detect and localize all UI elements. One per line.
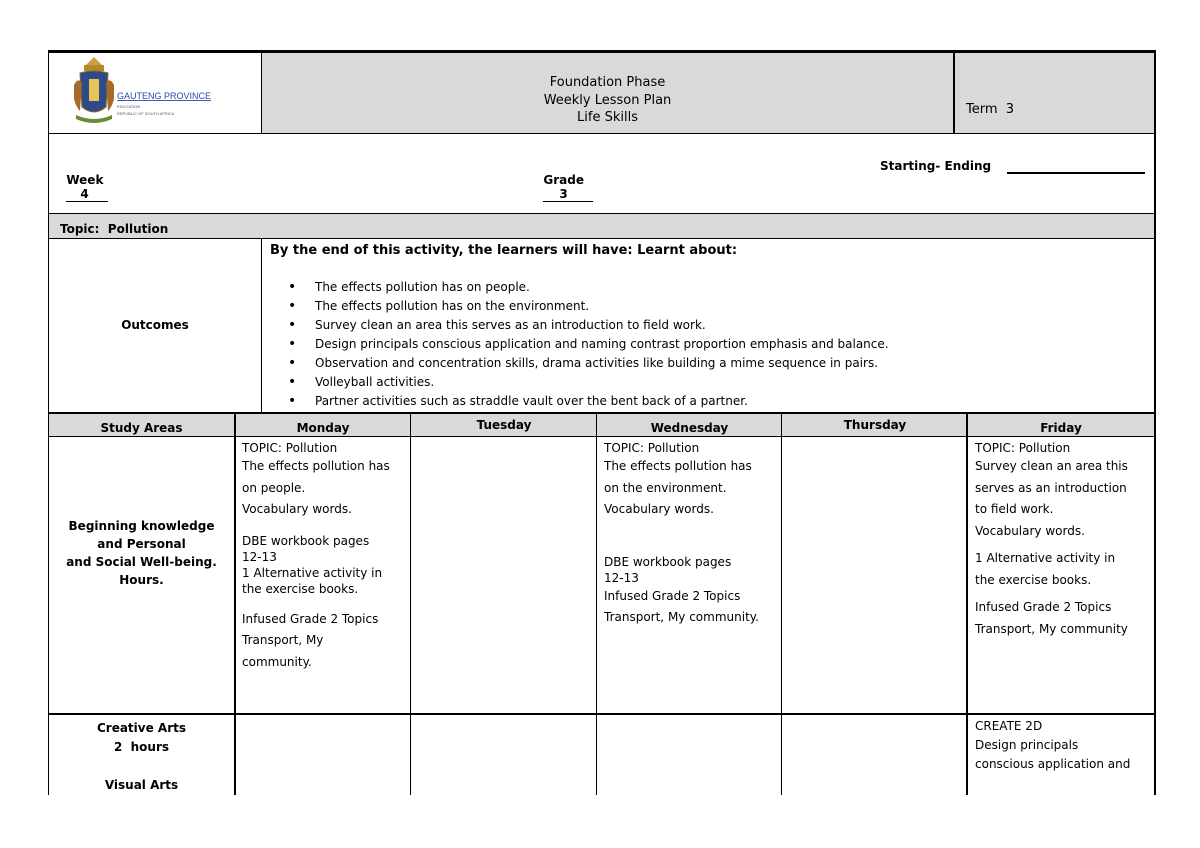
area-beginning-knowledge: Beginning knowledge and Personal and Social Well-being. Hours. [66,519,217,587]
header-monday: Monday [296,421,350,435]
outcome-item: • Survey clean an area this serves as an introduction to field work. [267,316,889,335]
outcome-item: • The effects pollution has on people. [267,278,889,297]
topic-bar [49,214,1154,238]
topic-label: Topic: Pollution [60,222,169,236]
header-thursday: Thursday [843,418,907,432]
dates-field [880,159,1145,174]
col-divider-3 [596,412,597,795]
logo-text: GAUTENG PROVINCE [117,91,212,101]
dates-blank [1007,160,1145,174]
svg-text:REPUBLIC OF SOUTH AFRICA: REPUBLIC OF SOUTH AFRICA [117,111,175,116]
outcome-item: • Observation and concentration skills, drama activities like building a mime sequence in pairs. [267,354,889,373]
col-divider-2 [410,412,411,795]
outcomes-label: Outcomes [121,318,189,332]
friday-cell: TOPIC: Pollution Survey clean an area this serves as an introduction to field work. Vocabulary words. 1 Alternative activity in the exercise books. Infused Grade 2 Topics Transport, My community [975,441,1128,636]
outcome-item: • Partner activities such as straddle vault over the bent back of a partner. [267,392,889,411]
topic-top-border [48,213,1156,214]
header-study-areas: Study Areas [100,421,183,435]
header-title [262,74,953,127]
header-divider-2 [953,50,955,133]
header-bottom-border [48,133,1156,134]
days-header-bottom-border [48,436,1156,437]
grade-label: Grade [543,173,584,187]
friday-creative-cell: CREATE 2D Design principals conscious application and [975,719,1131,771]
area-creative-arts: Creative Arts 2 hours Visual Arts [96,721,187,792]
topic-bottom-border [48,238,1156,239]
outcomes-heading: By the end of this activity, the learners will have: Learnt about: [270,243,738,258]
week-label: Week [66,173,104,187]
gauteng-logo [72,55,212,131]
col-divider-4 [781,412,782,795]
outcome-item: • The effects pollution has on the environment. [267,297,889,316]
right-border [1154,50,1156,795]
outcome-item: • Design principals conscious application and naming contrast proportion emphasis and balance. [267,335,889,354]
header-friday: Friday [1040,421,1082,435]
top-border [48,50,1156,53]
header-tuesday: Tuesday [476,418,532,432]
col-divider-5 [966,412,968,795]
title-line-3: Life Skills [577,110,638,125]
grade-field [535,159,593,202]
term-label: Term 3 [966,102,1015,117]
monday-cell: TOPIC: Pollution The effects pollution has on people. Vocabulary words. DBE workbook pages 12-13 1 Alternative activity in the exercise books. Infused Grade 2 Topics Transport, My community. [242,441,390,669]
wednesday-cell: TOPIC: Pollution The effects pollution has on the environment. Vocabulary words. DBE workbook pages 12-13 Infused Grade 2 Topics Transport, My community. [604,441,759,624]
grade-value: 3 [543,188,593,202]
row-divider [48,713,1156,715]
outcomes-list [267,278,889,411]
outcome-item: • Volleyball activities. [267,373,889,392]
week-field [58,159,108,202]
days-header-top-border [48,412,1156,414]
title-line-1: Foundation Phase [549,75,666,90]
header-wednesday: Wednesday [650,421,729,435]
svg-text:EDUCATION: EDUCATION [117,104,141,109]
outcomes-divider [261,238,262,412]
header-term-bg [955,52,1155,133]
dates-label: Starting- Ending [880,159,992,173]
title-line-2: Weekly Lesson Plan [543,92,672,108]
week-value: 4 [66,188,108,202]
